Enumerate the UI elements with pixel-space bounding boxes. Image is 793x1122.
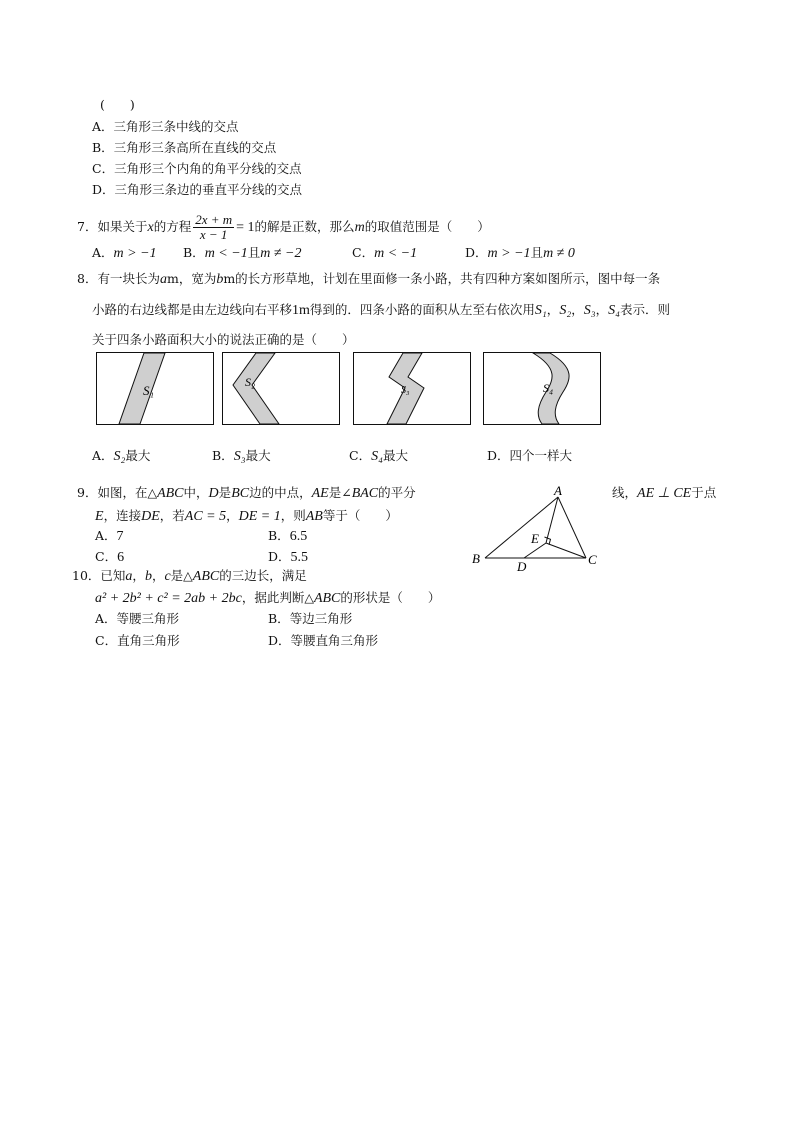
option-suffix: 且: [247, 245, 261, 260]
option-text: 等腰直角三角形: [290, 633, 379, 648]
segment-ae: [546, 497, 558, 543]
option-text: 直角三角形: [117, 633, 180, 648]
q9-stem-line1-right: [612, 485, 716, 502]
q9-text: 边的中点，: [249, 485, 312, 500]
q7-stem: [77, 213, 490, 242]
q9-text: 等于（ ）: [322, 508, 398, 523]
q9-text: 中，: [183, 485, 209, 500]
option-text: 三角形三条高所在直线的交点: [113, 140, 277, 155]
q7-text-a: 如果关于: [97, 219, 148, 234]
option-label: D．: [268, 633, 291, 648]
option-label: A．: [95, 528, 117, 543]
q9-stem-line2: [95, 508, 398, 525]
q7-option-d[interactable]: [465, 245, 575, 262]
option-text: 等腰三角形: [116, 611, 180, 626]
q9-text: ，则: [280, 508, 306, 523]
option-label: B．: [92, 140, 114, 155]
segment-ab: [485, 497, 558, 558]
math-de: DE: [141, 509, 160, 524]
q8-text: 表示．则: [619, 302, 670, 317]
q10-text: 是△: [170, 568, 193, 583]
option-math: S₃: [233, 449, 246, 464]
option-value: 5.5: [290, 550, 309, 565]
option-label: A．: [92, 245, 114, 260]
path-strip-1: [119, 353, 165, 424]
q9-text: ，: [226, 508, 239, 523]
var-a: a: [159, 272, 167, 287]
label-d: D: [517, 559, 527, 574]
option-label: B．: [268, 528, 290, 543]
question-number: 10．: [72, 568, 101, 583]
q10-stem-line2: [95, 590, 440, 607]
q7-option-b[interactable]: [183, 245, 301, 262]
q9-text: 的平分: [378, 485, 416, 500]
option-math: S₄: [371, 449, 383, 464]
math-ac5: AC = 5: [184, 509, 227, 524]
var-b: b: [216, 272, 224, 287]
option-value: 6.5: [289, 529, 308, 544]
math-ab: AB: [305, 509, 323, 524]
option-label: D．: [268, 549, 291, 564]
q8-text: m的长方形草地，计划在里面修一条小路，共有四种方案如图所示，图中每一条: [223, 271, 661, 286]
option-suffix: 且: [530, 245, 544, 260]
var-b: b: [144, 569, 152, 584]
label-b: B: [472, 551, 480, 566]
q8-option-b[interactable]: [212, 448, 271, 465]
q9-text: 线，: [612, 485, 638, 500]
math-bc: BC: [231, 486, 250, 501]
path-label-s2: S₂: [245, 375, 256, 389]
s1-symbol: S₁: [534, 303, 547, 318]
q9-option-d[interactable]: [268, 549, 308, 566]
option-math: m < −1: [374, 246, 418, 261]
q8-option-d[interactable]: [487, 448, 572, 464]
comma: ，: [151, 568, 165, 583]
option-text: 三角形三条中线的交点: [113, 119, 239, 134]
q9-text: 如图，在△: [97, 485, 158, 500]
option-math: m < −1: [204, 246, 248, 261]
s3-symbol: S₃: [583, 303, 596, 318]
label-e: E: [531, 531, 539, 546]
q9-text: ，连接: [103, 508, 142, 523]
q7-text-c: 的解是正数，那么: [254, 219, 355, 234]
q6-option-d[interactable]: [92, 182, 302, 198]
option-label: C．: [352, 245, 375, 260]
question-number: 9．: [77, 485, 98, 500]
equation-rhs: = 1: [236, 220, 255, 235]
math-perp: AE ⊥ CE: [637, 486, 692, 501]
option-label: D．: [465, 245, 488, 260]
var-a: a: [125, 569, 133, 584]
q10-text: ，据此判断△: [241, 590, 314, 605]
q9-text: 于点: [691, 485, 717, 500]
q9-option-a[interactable]: [95, 528, 124, 545]
q9-text: ，若: [159, 508, 185, 523]
path-label-s4: S₄: [543, 381, 554, 395]
var-c: c: [164, 569, 171, 584]
var-m: m: [354, 220, 365, 235]
q6-option-c[interactable]: [92, 161, 302, 177]
option-text: 等边三角形: [289, 611, 353, 626]
q10-option-a[interactable]: [95, 611, 179, 627]
path-figure-4: [484, 353, 601, 425]
fraction-denominator: x − 1: [199, 227, 228, 242]
math-de1: DE = 1: [238, 509, 281, 524]
option-label: B．: [183, 245, 205, 260]
q10-option-d[interactable]: [268, 633, 378, 649]
q8-stem-line1: [77, 271, 660, 288]
path-strip-2: [233, 353, 279, 424]
option-math-2: m ≠ 0: [543, 246, 575, 261]
q10-text: 的形状是（ ）: [340, 590, 441, 605]
option-label: B．: [212, 448, 234, 463]
q7-option-a[interactable]: [92, 245, 157, 262]
option-label: C．: [349, 448, 372, 463]
option-label: D．: [487, 448, 510, 463]
question-number: 8．: [77, 271, 98, 286]
q8-text: 有一块长为: [97, 271, 160, 286]
var-x: x: [147, 220, 154, 235]
math-abc: ABC: [192, 569, 220, 584]
math-ae: AE: [311, 486, 329, 501]
option-text: 四个一样大: [509, 448, 573, 463]
option-label: C．: [95, 633, 118, 648]
label-c: C: [588, 552, 597, 567]
option-math: m > −1: [113, 246, 157, 261]
q10-text: 的三边长，满足: [219, 568, 307, 583]
q10-stem-line1: [72, 568, 307, 585]
math-e: E: [95, 509, 104, 524]
q8-stem-line3: 关于四条小路面积大小的说法正确的是（ ）: [92, 332, 355, 347]
q9-text: 是: [218, 485, 232, 500]
option-text: 三角形三个内角的角平分线的交点: [114, 161, 302, 176]
q9-option-b[interactable]: [268, 528, 307, 545]
option-math: m > −1: [487, 246, 531, 261]
q9-text: 是∠: [328, 485, 352, 500]
math-abc: ABC: [157, 486, 184, 501]
q6-paren: ( ): [100, 97, 135, 112]
option-text: 三角形三条边的垂直平分线的交点: [114, 182, 303, 197]
q10-text: 已知: [100, 568, 126, 583]
q7-text-b: 的方程: [153, 219, 192, 234]
label-a: A: [554, 484, 562, 498]
option-text: 最大: [382, 448, 408, 463]
option-value: 7: [116, 529, 124, 544]
math-d: D: [208, 486, 219, 501]
question-number: 7．: [77, 219, 98, 234]
path-figure-1: [97, 353, 214, 425]
s2-symbol: S₂: [559, 303, 572, 318]
option-label: C．: [95, 549, 118, 564]
q10-option-b[interactable]: [268, 611, 352, 627]
option-label: C．: [92, 161, 115, 176]
math-bac: BAC: [351, 486, 379, 501]
path-figure-2: [223, 353, 340, 425]
q7-option-c[interactable]: [352, 245, 417, 262]
q8-unit: 1m: [292, 303, 310, 318]
option-label: A．: [92, 448, 114, 463]
q10-equation: a² + 2b² + c² = 2ab + 2bc: [95, 591, 242, 606]
q9-option-c[interactable]: [95, 549, 124, 566]
option-math-2: m ≠ −2: [260, 246, 302, 261]
q8-option-c[interactable]: [349, 448, 408, 465]
q7-fraction: [193, 213, 234, 242]
option-label: D．: [92, 182, 115, 197]
q8-figures: [96, 352, 604, 426]
q8-stem-line2: 小路的右边线都是由左边线向右平移1m得到的．四条小路的面积从左至右依次用S₁，S₂，S₃，S₄表示．则: [92, 302, 670, 318]
fraction-numerator: 2x + m: [195, 212, 233, 227]
q6-option-b[interactable]: [92, 140, 276, 156]
option-label: A．: [95, 611, 117, 626]
q8-text: 得到的．四条小路的面积从左至右依次用: [309, 302, 535, 317]
q6-option-a[interactable]: [92, 119, 239, 135]
option-text: 最大: [125, 448, 151, 463]
s4-symbol: S₄: [608, 303, 620, 318]
path-label-s3: S₃: [401, 385, 410, 396]
path-label-s1: S₁: [143, 383, 155, 398]
q8-text: 小路的右边线都是由左边线向右平移: [92, 302, 293, 317]
path-figure-3: [354, 353, 471, 425]
q8-text: m，宽为: [166, 271, 217, 286]
q7-text-d: 的取值范围是（ ）: [364, 219, 490, 234]
option-label: A．: [92, 119, 114, 134]
option-math: S₂: [113, 449, 126, 464]
math-abc: ABC: [313, 591, 341, 606]
comma: ，: [132, 568, 145, 583]
q9-stem-line1: [77, 485, 416, 502]
q8-option-a[interactable]: [92, 448, 150, 465]
option-label: B．: [268, 611, 290, 626]
q9-triangle-figure: [468, 484, 608, 574]
option-value: 6: [117, 550, 125, 565]
option-text: 最大: [245, 448, 271, 463]
q10-option-c[interactable]: [95, 633, 180, 649]
